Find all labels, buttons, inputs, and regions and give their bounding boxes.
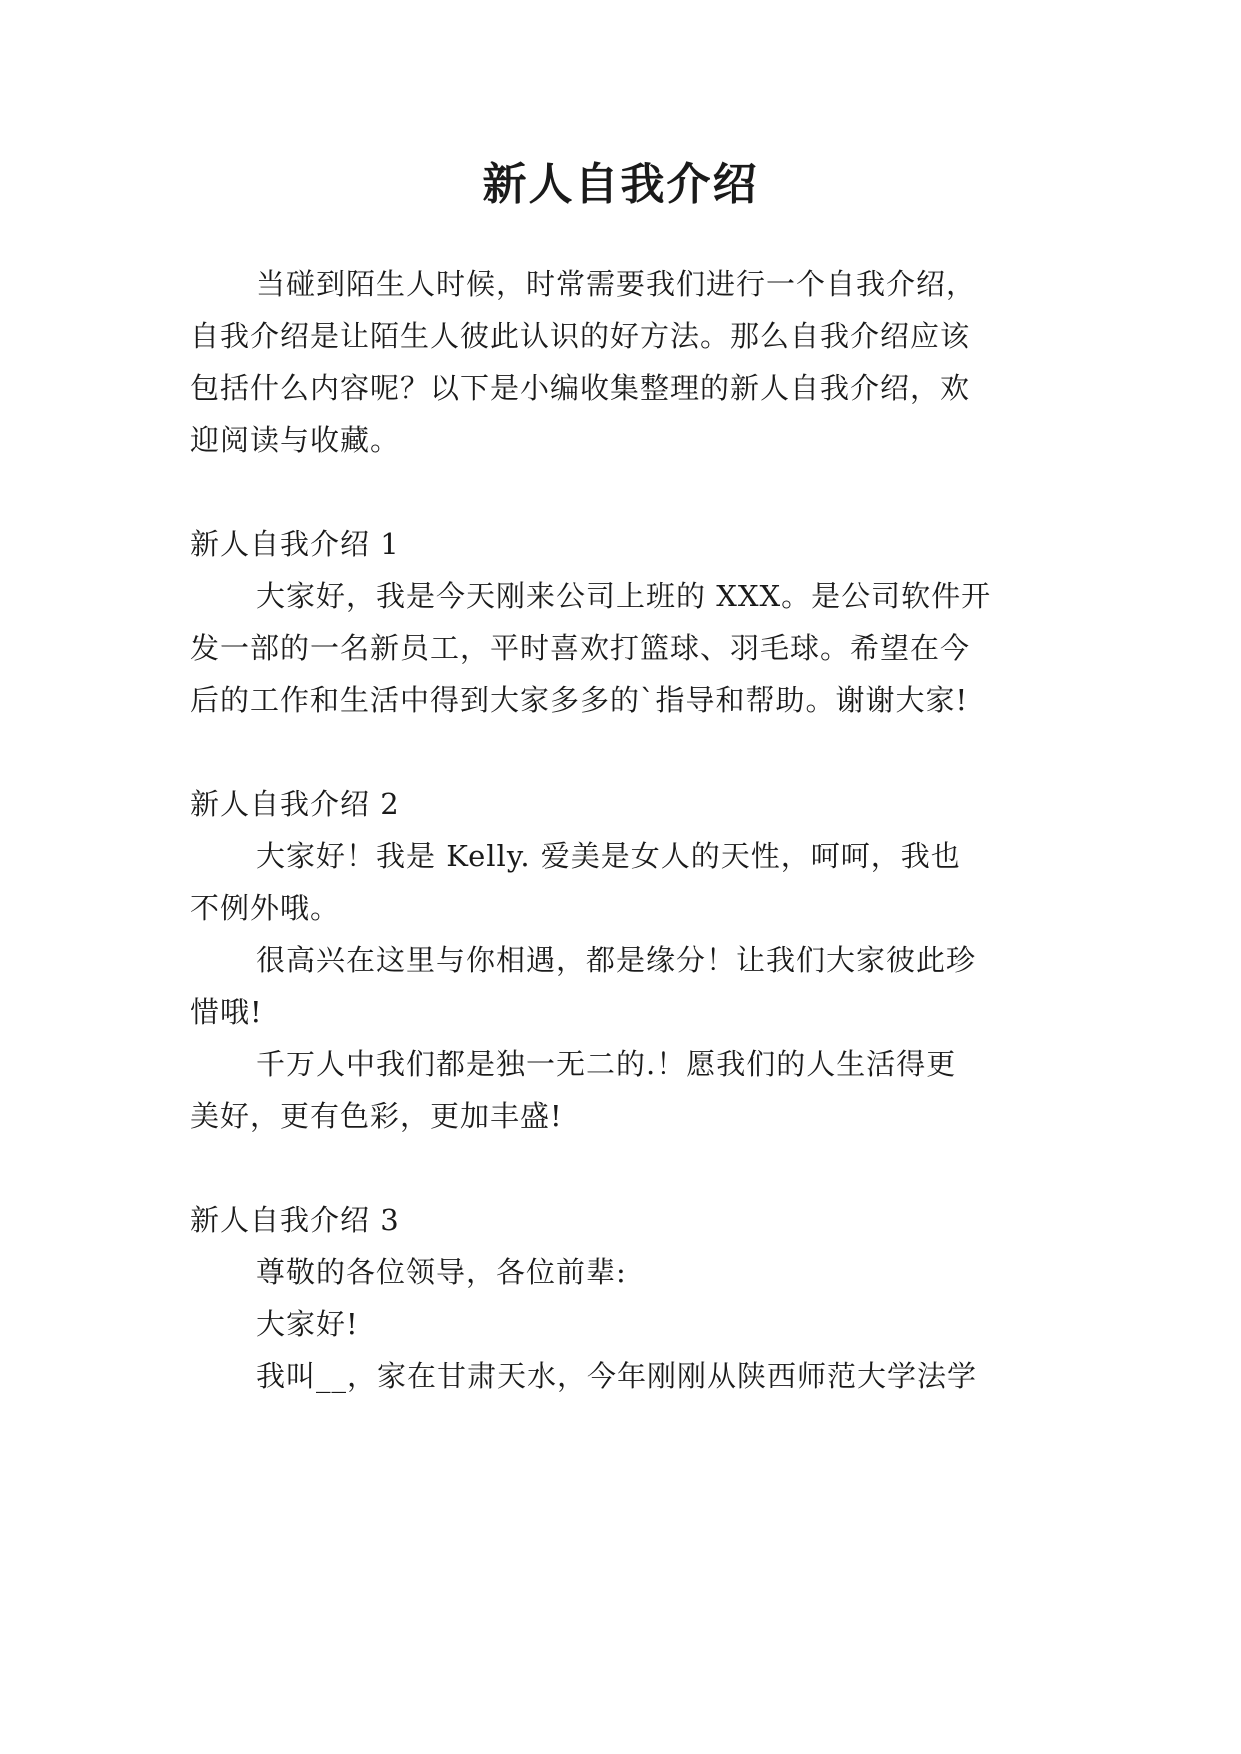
section-line: 很高兴在这里与你相遇，都是缘分！让我们大家彼此珍 <box>256 943 977 977</box>
section-heading: 新人自我介绍 3 <box>190 1203 400 1237</box>
section-line: 不例外哦。 <box>190 891 341 925</box>
page-title: 新人自我介绍 <box>482 159 759 210</box>
section-heading: 新人自我介绍 1 <box>190 527 400 561</box>
section-line: 美好，更有色彩，更加丰盛! <box>190 1099 563 1133</box>
section-heading: 新人自我介绍 2 <box>190 787 400 821</box>
section-line: 大家好，我是今天刚来公司上班的 XXX。是公司软件开 <box>256 579 992 613</box>
section-line: 大家好! <box>256 1307 359 1341</box>
intro-line: 迎阅读与收藏。 <box>190 423 401 457</box>
intro-line: 包括什么内容呢？以下是小编收集整理的新人自我介绍，欢 <box>190 371 971 405</box>
intro-line: 自我介绍是让陌生人彼此认识的好方法。那么自我介绍应该 <box>190 319 971 353</box>
section-line: 尊敬的各位领导，各位前辈: <box>256 1255 627 1289</box>
section-line: 大家好！我是 Kelly. 爱美是女人的天性，呵呵，我也 <box>256 839 961 873</box>
section-line: 发一部的一名新员工，平时喜欢打篮球、羽毛球。希望在今 <box>190 631 971 665</box>
section-line: 我叫__，家在甘肃天水，今年刚刚从陕西师范大学法学 <box>256 1359 978 1393</box>
intro-line: 当碰到陌生人时候，时常需要我们进行一个自我介绍， <box>256 267 977 301</box>
section-line: 千万人中我们都是独一无二的.！愿我们的人生活得更 <box>256 1047 957 1081</box>
section-line: 惜哦! <box>190 995 263 1029</box>
section-line: 后的工作和生活中得到大家多多的`指导和帮助。谢谢大家! <box>190 683 969 717</box>
